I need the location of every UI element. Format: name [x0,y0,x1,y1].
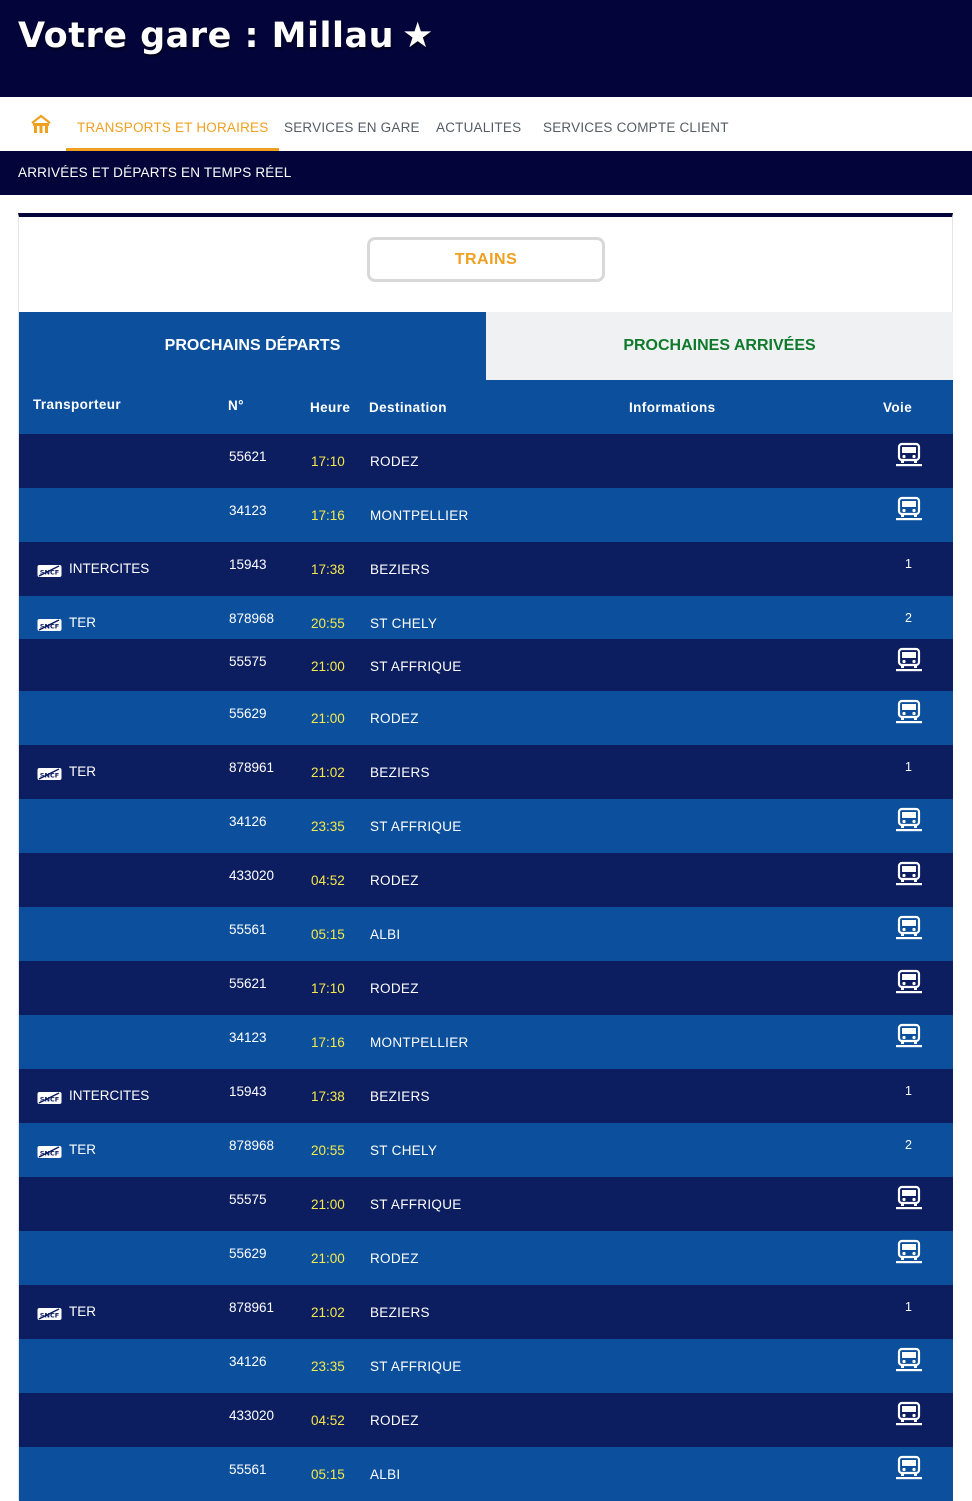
bus-icon [895,915,923,941]
departure-time: 17:38 [311,562,345,577]
train-number: 55621 [229,449,267,464]
trains-button[interactable]: TRAINS [367,237,605,282]
destination: ST CHELY [370,616,438,631]
column-number: N° [228,398,244,413]
train-number: 878968 [229,611,275,626]
nav-item-transports[interactable]: TRANSPORTS ET HORAIRES [66,97,279,151]
table-row[interactable] [19,1123,953,1177]
departure-time: 21:02 [311,765,345,780]
bus-icon [895,1455,923,1481]
destination: ST CHELY [370,1143,438,1158]
carrier-name: TER [69,764,96,779]
table-row[interactable] [19,1069,953,1123]
table-row[interactable] [19,1393,953,1447]
table-row[interactable] [19,488,953,542]
column-track: Voie [883,400,913,415]
departure-time: 23:35 [311,819,345,834]
carrier-name: INTERCITES [69,561,150,576]
train-number: 878968 [229,1138,275,1153]
svg-text:SNCF: SNCF [39,1149,60,1158]
bus-icon [895,647,923,673]
main-nav [0,97,972,151]
bus-icon [895,807,923,833]
realtime-subbar: ARRIVÉES ET DÉPARTS EN TEMPS RÉEL [0,151,972,195]
train-number: 55629 [229,706,267,721]
departure-time: 17:38 [311,1089,345,1104]
destination: RODEZ [370,454,419,469]
departures-list [19,434,953,1501]
destination: RODEZ [370,1251,419,1266]
train-number: 433020 [229,1408,275,1423]
departure-time: 21:00 [311,1251,345,1266]
carrier-name: INTERCITES [69,1088,150,1103]
departure-time: 05:15 [311,927,345,942]
bus-icon [895,1347,923,1373]
table-row[interactable] [19,961,953,1015]
tab-arrivals[interactable]: PROCHAINES ARRIVÉES [486,312,953,380]
departure-time: 04:52 [311,873,345,888]
train-number: 55575 [229,1192,267,1207]
sncf-logo-icon [37,1145,62,1159]
destination: BEZIERS [370,1305,430,1320]
departure-time: 20:55 [311,1143,345,1158]
svg-text:SNCF: SNCF [39,622,60,631]
table-row[interactable] [19,907,953,961]
column-info: Informations [629,400,716,415]
table-row[interactable] [19,596,953,639]
table-row[interactable] [19,1015,953,1069]
destination: RODEZ [370,1413,419,1428]
destination: ST AFFRIQUE [370,1359,462,1374]
table-row[interactable] [19,799,953,853]
destination: ST AFFRIQUE [370,659,462,674]
sncf-logo-icon [37,767,62,781]
destination: RODEZ [370,873,419,888]
bus-icon [895,442,923,468]
destination: RODEZ [370,711,419,726]
station-home-icon[interactable] [30,114,52,134]
train-number: 34123 [229,1030,267,1045]
destination: ST AFFRIQUE [370,1197,462,1212]
destination: ALBI [370,1467,401,1482]
nav-item-services-gare[interactable]: SERVICES EN GARE [284,120,420,135]
train-number: 55561 [229,1462,267,1477]
nav-item-compte-client[interactable]: SERVICES COMPTE CLIENT [543,120,729,135]
column-destination: Destination [369,400,447,415]
destination: BEZIERS [370,765,430,780]
train-number: 55621 [229,976,267,991]
bus-icon [895,1401,923,1427]
carrier-name: TER [69,1304,96,1319]
bus-icon [895,1239,923,1265]
track-number: 1 [905,1300,912,1314]
destination: RODEZ [370,981,419,996]
track-number: 2 [905,611,912,625]
train-number: 55561 [229,922,267,937]
table-header [19,380,953,434]
destination: BEZIERS [370,562,430,577]
nav-item-actualites[interactable]: ACTUALITES [436,120,522,135]
departure-time: 20:55 [311,616,345,631]
table-row[interactable] [19,542,953,596]
bus-icon [895,861,923,887]
svg-text:SNCF: SNCF [39,1311,60,1320]
table-row[interactable] [19,1285,953,1339]
timetable-panel [18,213,953,1500]
destination: ALBI [370,927,401,942]
departure-time: 23:35 [311,1359,345,1374]
favorite-star-icon[interactable]: ★ [402,16,434,56]
bus-icon [895,496,923,522]
carrier-name: TER [69,615,96,630]
departure-time: 17:16 [311,1035,345,1050]
destination: BEZIERS [370,1089,430,1104]
table-row[interactable] [19,1231,953,1285]
svg-text:SNCF: SNCF [39,1095,60,1104]
sncf-logo-icon [37,1091,62,1105]
table-row[interactable] [19,691,953,745]
train-number: 55629 [229,1246,267,1261]
svg-text:SNCF: SNCF [39,771,60,780]
table-row[interactable] [19,1177,953,1231]
departure-time: 05:15 [311,1467,345,1482]
departure-time: 21:00 [311,659,345,674]
destination: MONTPELLIER [370,508,469,523]
station-title: Votre gare : Millau [18,16,395,56]
table-row[interactable] [19,1447,953,1501]
departure-time: 17:10 [311,981,345,996]
column-time: Heure [310,400,351,415]
bus-icon [895,969,923,995]
bus-icon [895,1185,923,1211]
departure-time: 17:16 [311,508,345,523]
destination: MONTPELLIER [370,1035,469,1050]
bus-icon [895,1023,923,1049]
track-number: 1 [905,557,912,571]
train-number: 34126 [229,814,267,829]
destination: ST AFFRIQUE [370,819,462,834]
train-number: 433020 [229,868,275,883]
train-number: 878961 [229,760,275,775]
table-row[interactable] [19,853,953,907]
departure-time: 17:10 [311,454,345,469]
carrier-name: TER [69,1142,96,1157]
train-number: 55575 [229,654,267,669]
track-number: 1 [905,760,912,774]
departure-time: 21:00 [311,711,345,726]
board-tabs [19,312,953,380]
departure-time: 04:52 [311,1413,345,1428]
table-row[interactable] [19,434,953,488]
page-title [18,16,434,56]
departure-time: 21:00 [311,1197,345,1212]
train-number: 15943 [229,1084,267,1099]
track-number: 2 [905,1138,912,1152]
train-number: 15943 [229,557,267,572]
bus-icon [895,699,923,725]
train-number: 878961 [229,1300,275,1315]
track-number: 1 [905,1084,912,1098]
column-carrier: Transporteur [33,397,122,412]
sncf-logo-icon [37,618,62,632]
svg-text:SNCF: SNCF [39,568,60,577]
table-row[interactable] [19,745,953,799]
table-row[interactable] [19,639,953,691]
train-number: 34123 [229,503,267,518]
tab-departures[interactable]: PROCHAINS DÉPARTS [19,312,486,380]
table-row[interactable] [19,1339,953,1393]
sncf-logo-icon [37,1307,62,1321]
departure-time: 21:02 [311,1305,345,1320]
sncf-logo-icon [37,564,62,578]
train-number: 34126 [229,1354,267,1369]
page-header [0,0,972,97]
